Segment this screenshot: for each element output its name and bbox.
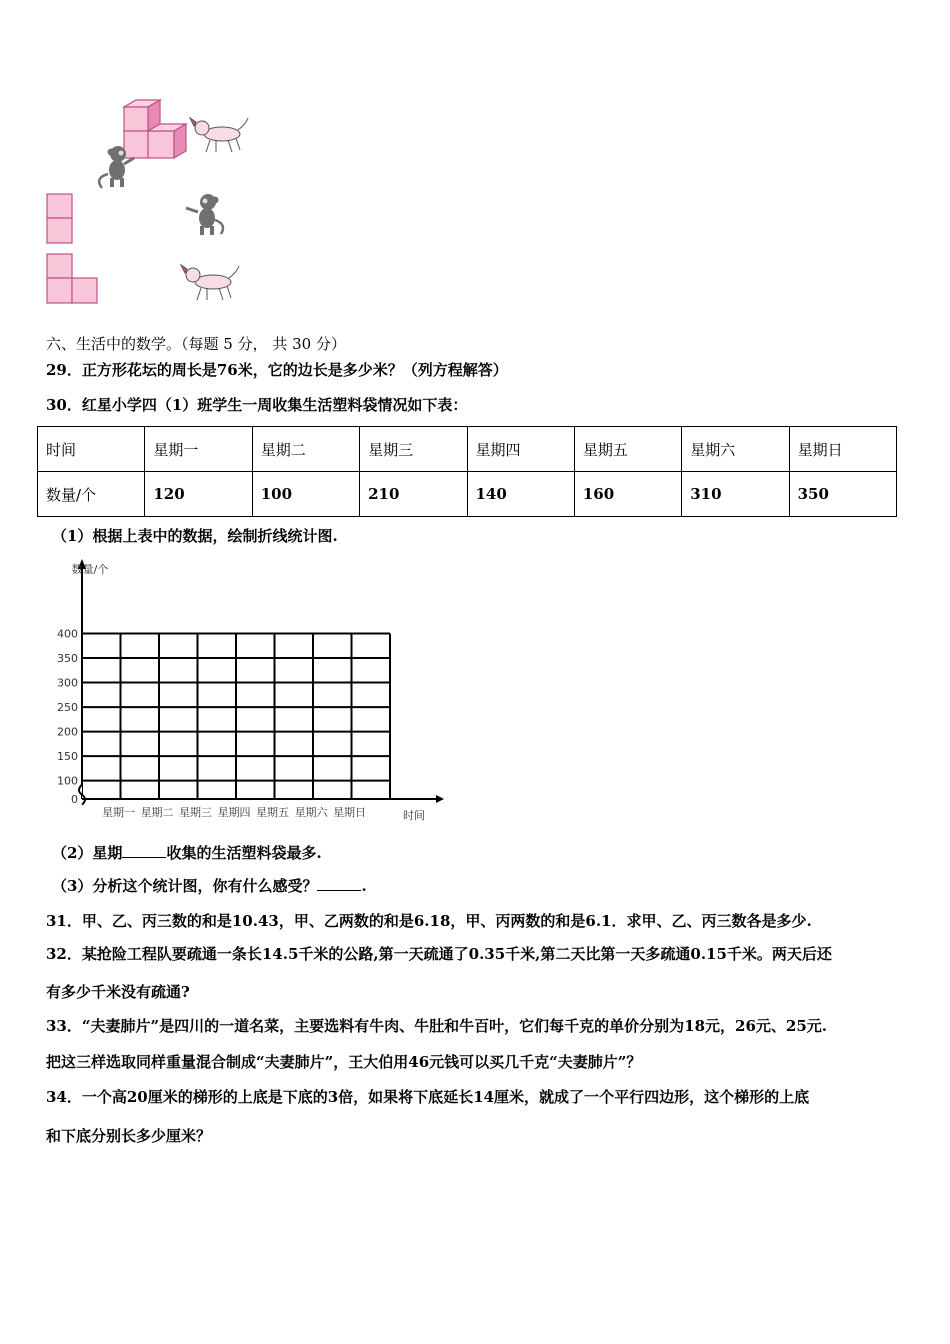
table-cell: 210 [360, 472, 467, 517]
question-32-line2: 有多少千米没有疏通? [46, 983, 190, 1001]
table-cell: 星期三 [360, 427, 467, 472]
y-tick-label: 400 [57, 627, 78, 641]
question-31: 31．甲、乙、丙三数的和是10.43，甲、乙两数的和是6.18，甲、丙两数的和是6.1．求甲、乙、丙三数各是多少. [46, 912, 812, 930]
y-axis-label: 数量/个 [71, 563, 109, 576]
answer-blank[interactable] [122, 843, 166, 858]
part3-prefix: （3）分析这个统计图，你有什么感受？ [52, 877, 318, 895]
x-axis-label: 时间 [403, 809, 425, 822]
table-cell: 120 [145, 472, 252, 517]
x-tick-label: 星期日 [333, 806, 367, 819]
x-tick-label: 星期六 [294, 806, 328, 819]
table-cell: 星期二 [252, 427, 359, 472]
table-cell: 140 [467, 472, 574, 517]
x-tick-label: 星期一 [102, 806, 136, 819]
part2-prefix: （2）星期 [52, 844, 123, 862]
question-30-part2 [52, 843, 322, 863]
table-row [38, 427, 897, 472]
x-tick-label: 星期二 [140, 806, 174, 819]
question-34-line1: 34．一个高20厘米的梯形的上底是下底的3倍，如果将下底延长14厘米，就成了一个平行四边形，这个梯形的上底 [46, 1088, 810, 1106]
question-29: 29．正方形花坛的周长是76米，它的边长是多少米？（列方程解答） [46, 361, 508, 379]
axis-break [79, 785, 85, 805]
table-cell: 星期五 [574, 427, 681, 472]
cube-views-figure [40, 90, 270, 315]
y-tick-label: 200 [57, 725, 78, 739]
table-header-count: 数量/个 [38, 472, 145, 517]
part2-suffix: 收集的生活塑料袋最多. [166, 844, 322, 862]
question-30-intro: 30．红星小学四（1）班学生一周收集生活塑料袋情况如下表： [46, 396, 468, 414]
chart-labels [57, 562, 425, 822]
question-33-line1: 33．“夫妻肺片”是四川的一道名菜，主要选料有牛肉、牛肚和牛百叶，它们每千克的单价分别为18元，26元、25元. [46, 1017, 827, 1035]
dog-icon [190, 118, 248, 152]
question-34-line2: 和下底分别长多少厘米？ [46, 1127, 212, 1145]
table-cell: 星期日 [789, 427, 896, 472]
y-tick-label: 250 [57, 701, 78, 715]
y-tick-label: 150 [57, 750, 78, 764]
answer-blank[interactable] [317, 876, 361, 891]
table-cell: 350 [789, 472, 896, 517]
monkey-icon [186, 194, 223, 235]
table-cell: 160 [574, 472, 681, 517]
x-tick-label: 星期五 [256, 806, 290, 819]
front-view-shape [47, 194, 72, 243]
line-chart-grid [40, 555, 460, 830]
dog-icon [181, 265, 239, 300]
question-30-part1: （1）根据上表中的数据，绘制折线统计图. [52, 527, 338, 545]
table-cell: 310 [682, 472, 789, 517]
y-tick-label: 350 [57, 652, 78, 666]
question-30-part3 [52, 876, 367, 896]
table-header-time: 时间 [38, 427, 145, 472]
table-row [38, 472, 897, 517]
table-cell: 星期四 [467, 427, 574, 472]
cube-stack [124, 100, 186, 158]
table-cell: 星期六 [682, 427, 789, 472]
chart-grid [82, 634, 390, 799]
table-cell: 100 [252, 472, 359, 517]
question-33-line2: 把这三样选取同样重量混合制成“夫妻肺片”，王大伯用46元钱可以买几千克“夫妻肺片”？ [46, 1053, 642, 1071]
section-heading: 六、生活中的数学。（每题 5 分， 共 30 分） [46, 335, 346, 353]
question-32-line1: 32．某抢险工程队要疏通一条长14.5千米的公路,第一天疏通了0.35千米,第二天比第一天多疏通0.15千米。两天后还 [46, 945, 832, 963]
part3-suffix: . [361, 877, 367, 895]
y-tick-label: 100 [57, 774, 78, 788]
table-cell: 星期一 [145, 427, 252, 472]
plastic-bag-table [37, 426, 897, 517]
x-tick-label: 星期三 [179, 806, 213, 819]
x-axis-arrow [436, 795, 444, 803]
x-tick-label: 星期四 [217, 806, 251, 819]
y-tick-label: 0 [71, 793, 78, 806]
side-view-shape [47, 254, 97, 303]
y-tick-label: 300 [57, 676, 78, 690]
